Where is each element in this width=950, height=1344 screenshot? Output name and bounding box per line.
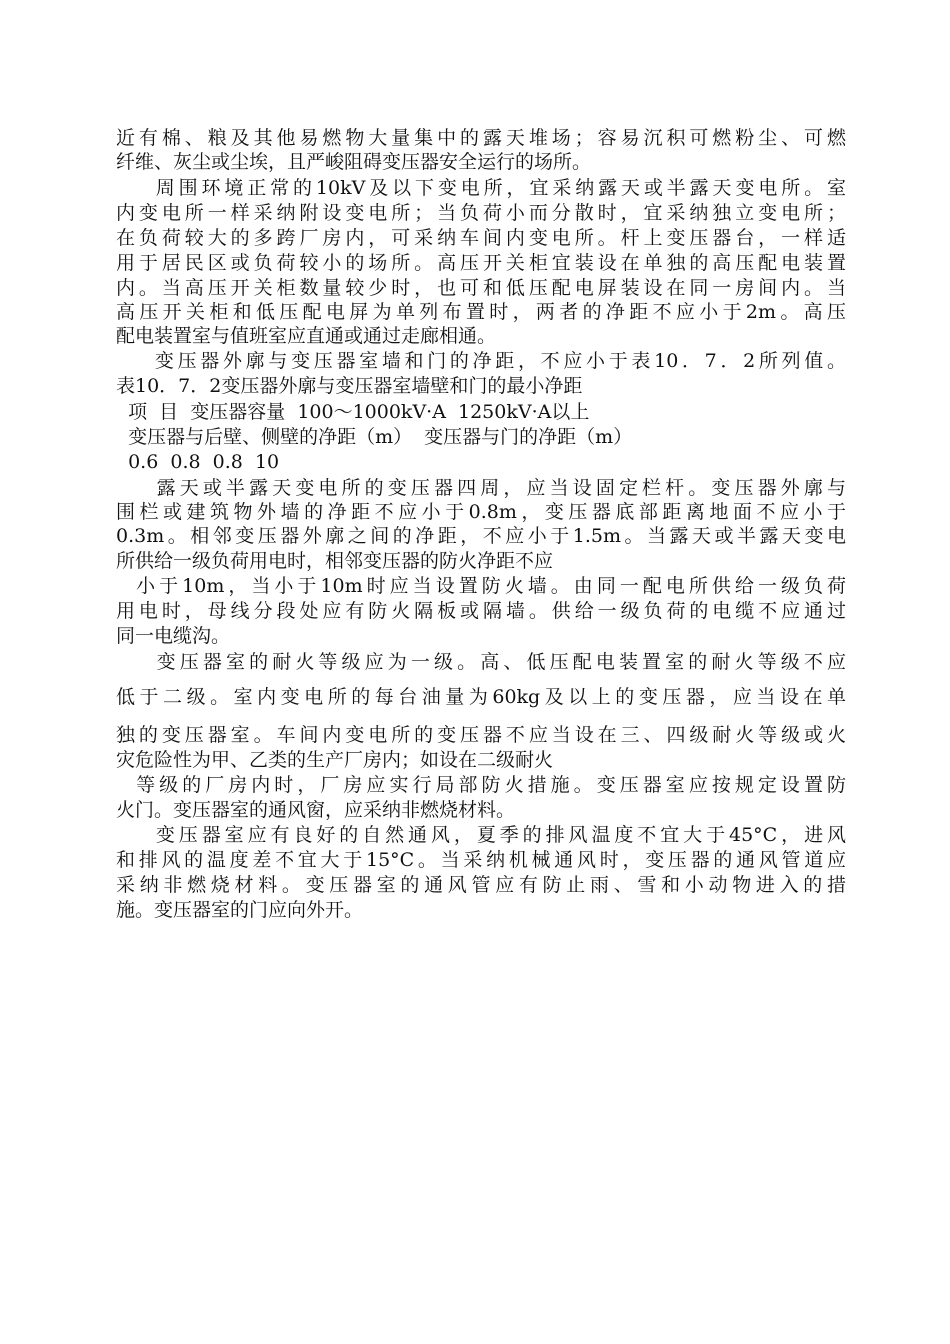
text-line: 同一电缆沟。 (116, 625, 231, 647)
text-line: 内变电所一样采纳附设变电所；当负荷小而分散时，宜采纳独立变电所； (116, 202, 846, 224)
text-line: 在负荷较大的多跨厂房内，可采纳车间内变电所。杆上变压器台，一样适 (116, 227, 846, 249)
table-row-values: 0.6 0.8 0.8 10 (116, 451, 280, 473)
text-line: 用于居民区或负荷较小的场所。高压开关柜宜装设在单独的高压配电装置 (116, 252, 846, 274)
text-line: 用电时，母线分段处应有防火隔板或隔墙。供给一级负荷的电缆不应通过 (116, 600, 846, 622)
text-line: 火门。变压器室的通风窗，应采纳非燃烧材料。 (116, 799, 516, 821)
text-line: 内。当高压开关柜数量较少时，也可和低压配电屏装设在同一房间内。当 (116, 277, 846, 299)
table-caption: 表10．7．2变压器外廓与变压器室墙壁和门的最小净距 (116, 375, 583, 397)
text-line: 高压开关柜和低压配电屏为单列布置时，两者的净距不应小于2m。高压 (116, 301, 846, 323)
text-line: 变压器室应有良好的自然通风，夏季的排风温度不宜大于45°C，进风 (116, 824, 846, 846)
text-line: 0.3m。相邻变压器外廓之间的净距，不应小于1.5m。当露天或半露天变电 (116, 525, 846, 547)
text-line: 小于10m，当小于10m时应当设置防火墙。由同一配电所供给一级负荷 (116, 575, 846, 597)
text-line: 灾危险性为甲、乙类的生产厂房内；如设在二级耐火 (116, 749, 554, 771)
text-line: 低于二级。室内变电所的每台油量为60kg及以上的变压器，应当设在单 (116, 686, 846, 708)
text-line: 和排风的温度差不宜大于15°C。当采纳机械通风时，变压器的通风管道应 (116, 849, 846, 871)
table-header-line: 项 目 变压器容量 100～1000kV·A 1250kV·A以上 (116, 401, 590, 423)
text-line: 变压器外廓与变压器室墙和门的净距，不应小于表10．7．2所列值。 (116, 350, 846, 372)
text-line: 施。变压器室的门应向外开。 (116, 899, 364, 921)
text-line: 独的变压器室。车间内变电所的变压器不应当设在三、四级耐火等级或火 (116, 724, 846, 746)
text-line: 露天或半露天变电所的变压器四周，应当设固定栏杆。变压器外廓与 (116, 477, 846, 499)
table-row-labels: 变压器与后壁、侧壁的净距（m） 变压器与门的净距（m） (116, 426, 633, 448)
text-line: 围栏或建筑物外墙的净距不应小于0.8m，变压器底部距离地面不应小于 (116, 501, 846, 523)
text-line: 变压器室的耐火等级应为一级。高、低压配电装置室的耐火等级不应 (116, 651, 846, 673)
text-line: 所供给一级负荷用电时，相邻变压器的防火净距不应 (116, 550, 554, 572)
text-line: 采纳非燃烧材料。变压器室的通风管应有防止雨、雪和小动物进入的措 (116, 874, 846, 896)
text-line: 配电装置室与值班室应直通或通过走廊相通。 (116, 325, 497, 347)
text-line: 等级的厂房内时，厂房应实行局部防火措施。变压器室应按规定设置防 (116, 774, 846, 796)
text-line: 周围环境正常的10kV及以下变电所，宜采纳露天或半露天变电所。室 (116, 177, 846, 199)
text-line: 近有棉、粮及其他易燃物大量集中的露天堆场；容易沉积可燃粉尘、可燃 (116, 127, 846, 149)
text-line: 纤维、灰尘或尘埃，且严峻阻碍变压器安全运行的场所。 (116, 151, 592, 173)
